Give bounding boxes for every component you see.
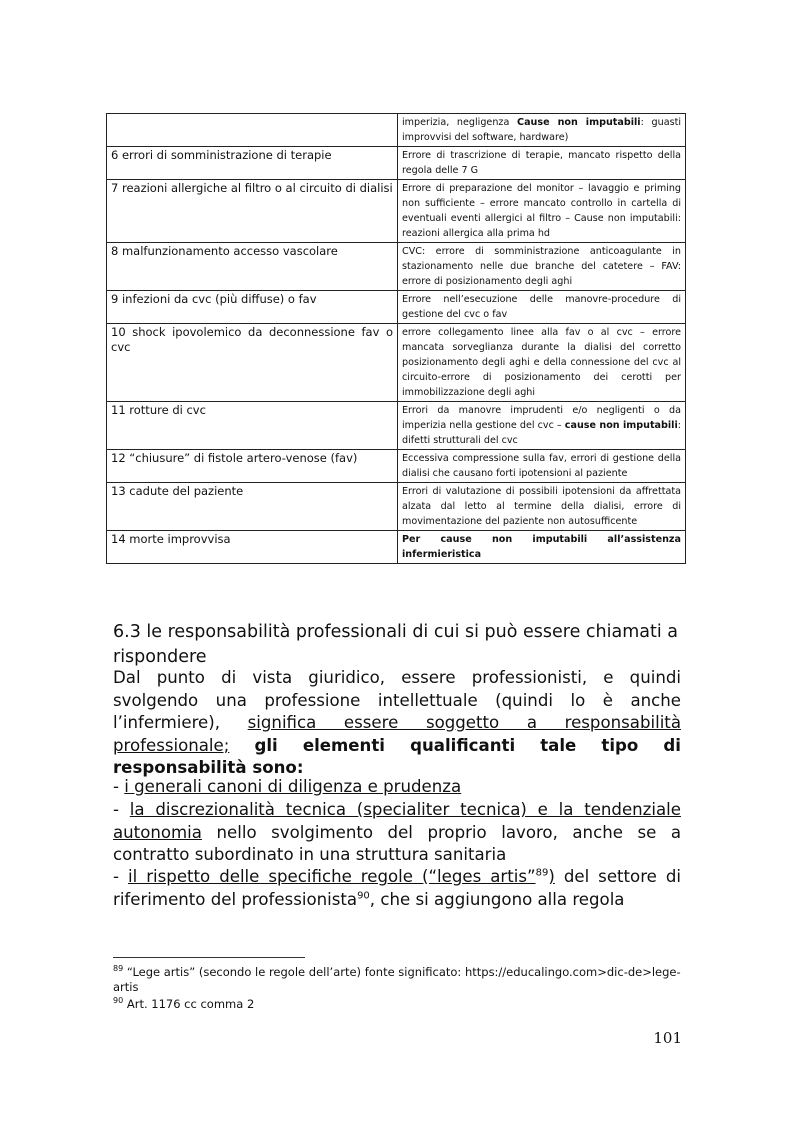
list-dash: - bbox=[113, 777, 125, 796]
cause-cell bbox=[398, 324, 686, 402]
cause-text: errore collegamento linee alla fav o al cvc – errore mancata sorveglianza durante la dialisi del corretto posizionamento degli aghi e della connessione del cvc al circuito-errore di posizionamento dei cerotti per immobilizzazione degli aghi bbox=[402, 327, 681, 398]
table-row bbox=[107, 531, 686, 564]
risk-cell: 10 shock ipovolemico da deconnessione fav o cvc bbox=[107, 324, 398, 402]
list-item-underlined-text: i generali canoni di diligenza e prudenza bbox=[124, 777, 462, 796]
intro-bold-text: gli elementi qualificanti tale tipo di responsabilità sono: bbox=[113, 735, 681, 777]
footnote-90 bbox=[113, 997, 683, 1012]
footnote-ref-90[interactable]: 90 bbox=[357, 889, 370, 901]
cause-bold-text: Per cause non imputabili all’assistenza infermieristica bbox=[402, 534, 681, 560]
list-item-text: del settore di riferimento del professionista bbox=[113, 867, 682, 909]
risk-cell: 8 malfunzionamento accesso vascolare bbox=[107, 243, 398, 291]
cause-cell bbox=[398, 531, 686, 564]
list-item-text: nello svolgimento del proprio lavoro, anche se a contratto subordinato in una struttura sanitaria bbox=[113, 822, 681, 864]
cause-text: Errore nell’esecuzione delle manovre-procedure di gestione del cvc o fav bbox=[402, 294, 681, 320]
cause-cell bbox=[398, 180, 686, 243]
cause-text: imperizia, negligenza bbox=[402, 117, 518, 128]
page-number: 101 bbox=[653, 1029, 682, 1047]
cause-text: Errore di preparazione del monitor – lavaggio e priming non sufficiente – errore mancato controllo in cartella di eventuali eventi allergici al filtro – Cause non imputabili: reazioni allergica alla prima hd bbox=[402, 183, 681, 239]
table-row bbox=[107, 147, 686, 180]
cause-cell bbox=[398, 243, 686, 291]
risk-cell: 13 cadute del paziente bbox=[107, 483, 398, 531]
risk-cell: 7 reazioni allergiche al filtro o al circuito di dialisi bbox=[107, 180, 398, 243]
list-item-underlined-text: la discrezionalità tecnica (specialiter tecnica) e la tendenziale autonomia bbox=[113, 800, 681, 842]
cause-cell bbox=[398, 450, 686, 483]
risk-cell bbox=[107, 114, 398, 147]
cause-cell bbox=[398, 291, 686, 324]
list-item bbox=[113, 776, 681, 799]
cause-text: Errore di trascrizione di terapie, mancato rispetto della regola delle 7 G bbox=[402, 150, 681, 176]
table-row bbox=[107, 324, 686, 402]
intro-text: Dal punto di vista giuridico, essere professionisti, e quindi svolgendo una professione intellettuale (quindi lo è anche l’infermiere), bbox=[113, 668, 681, 732]
table-row bbox=[107, 402, 686, 450]
footnote-divider bbox=[113, 957, 305, 958]
cause-text: : difetti strutturali del cvc bbox=[402, 420, 681, 446]
footnote-number: 90 bbox=[113, 996, 124, 1006]
cause-cell bbox=[398, 483, 686, 531]
footnote-ref-89[interactable]: 89 bbox=[535, 867, 549, 879]
list-dash: - bbox=[113, 800, 130, 819]
cause-text: Errori da manovre imprudenti e/o negligenti o da imperizia nella gestione del cvc – bbox=[402, 405, 681, 431]
table-row bbox=[107, 243, 686, 291]
table-row bbox=[107, 180, 686, 243]
intro-paragraph bbox=[113, 667, 681, 780]
risk-table bbox=[106, 113, 686, 564]
list-item bbox=[113, 866, 681, 911]
table-row bbox=[107, 450, 686, 483]
cause-text: Errori di valutazione di possibili ipotensioni da affrettata alzata dal letto al termine della dialisi, errore di movimentazione del paziente non autosufficente bbox=[402, 486, 681, 527]
cause-text: CVC: errore di somministrazione anticoagulante in stazionamento nelle due branche del catetere – FAV: errore di posizionamento degli aghi bbox=[402, 246, 681, 287]
risk-cell: 9 infezioni da cvc (più diffuse) o fav bbox=[107, 291, 398, 324]
footnote-text: Art. 1176 cc comma 2 bbox=[123, 997, 255, 1011]
footnote-number: 89 bbox=[113, 964, 124, 974]
cause-text: : guasti improvvisi del software, hardware) bbox=[402, 117, 681, 143]
list-item bbox=[113, 799, 681, 867]
cause-cell bbox=[398, 114, 686, 147]
list-item-text-end: , che si aggiungono alla regola bbox=[369, 889, 625, 909]
footnote-text: “Lege artis” (secondo le regole dell’arte) fonte significato: https://educalingo.com>dic-de>lege-artis bbox=[113, 965, 681, 994]
list-item-underlined-text: il rispetto delle specifiche regole (“leges artis” bbox=[128, 867, 536, 886]
cause-bold-text: Cause non imputabili bbox=[517, 117, 641, 128]
risk-cell: 12 “chiusure” di fistole artero-venose (fav) bbox=[107, 450, 398, 483]
section-heading: 6.3 le responsabilità professionali di cui si può essere chiamati a rispondere bbox=[113, 622, 678, 667]
table-row bbox=[107, 483, 686, 531]
table-row bbox=[107, 291, 686, 324]
cause-text: Eccessiva compressione sulla fav, errori di gestione della dialisi che causano forti ipotensioni al paziente bbox=[402, 453, 681, 479]
risk-table-body bbox=[107, 114, 686, 564]
risk-cell: 6 errori di somministrazione di terapie bbox=[107, 147, 398, 180]
list-dash: - bbox=[113, 867, 128, 886]
intro-underlined-text: significa essere soggetto a responsabilità professionale; bbox=[113, 713, 681, 755]
cause-cell bbox=[398, 147, 686, 180]
list-item-underlined-close: ) bbox=[548, 867, 555, 886]
cause-bold-text: cause non imputabili bbox=[564, 420, 678, 431]
footnote-89 bbox=[113, 965, 683, 995]
risk-cell: 11 rotture di cvc bbox=[107, 402, 398, 450]
cause-cell bbox=[398, 402, 686, 450]
table-row bbox=[107, 114, 686, 147]
risk-cell: 14 morte improvvisa bbox=[107, 531, 398, 564]
